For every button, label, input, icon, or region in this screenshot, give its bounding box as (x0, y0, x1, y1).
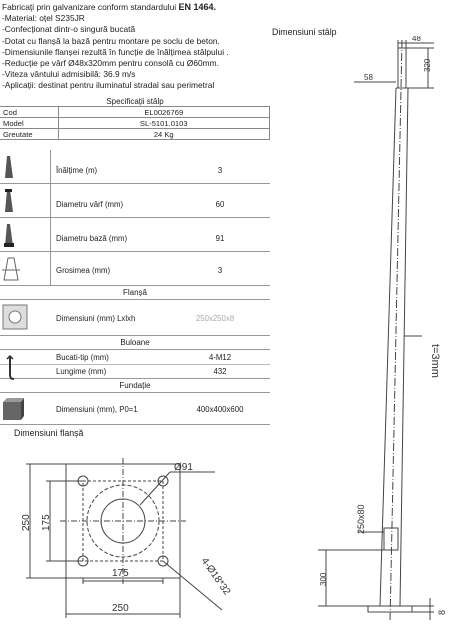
param-row-top-diameter (0, 184, 270, 218)
dim-outer-vertical: 250 (21, 514, 32, 531)
anchor-bolt-icon (4, 355, 16, 381)
buloane-value: 4-M12 (208, 353, 232, 362)
intro-line-8: -Aplicații: destinat pentru iluminatul stradal sau perimetral (2, 80, 215, 91)
flange-plate-icon (2, 304, 28, 330)
fundatie-value: 400x400x600 (196, 405, 244, 414)
dia-label: Ø91 (174, 462, 193, 473)
door-size-label: 250x80 (356, 504, 366, 534)
pole-top-icon (2, 188, 16, 214)
thickness-label: t=3mm (429, 344, 441, 378)
intro-line-6: -Reducție pe vârf Ø48x320mm pentru consolă cu Ø60mm. (2, 58, 219, 69)
section-fundatie: Fundație (0, 381, 270, 393)
param-label: Diametru bază (mm) (56, 234, 128, 243)
param-value: 91 (215, 234, 225, 243)
flange-drawing (0, 440, 260, 628)
door-height-label: 300 (319, 572, 328, 586)
param-row-thickness (0, 252, 270, 286)
pole-drawing-title: Dimensiuni stâlp (272, 27, 337, 37)
intro-line-3: -Confecționat dintr-o singură bucată (2, 24, 136, 35)
buloane-row-length (0, 365, 270, 379)
pole-base-icon (2, 222, 16, 248)
intro-line-2: -Material: oțel S235JR (2, 13, 85, 24)
pole-drawing (272, 36, 460, 628)
buloane-row-type (0, 351, 270, 365)
flansa-row (0, 300, 270, 336)
base-plate-label: 8 (437, 609, 447, 615)
param-label: Diametru vârf (mm) (56, 200, 124, 209)
buloane-value: 432 (213, 367, 227, 376)
intro-standard-code: EN 1464. (178, 2, 216, 12)
param-value: 3 (217, 166, 223, 175)
wall-thickness-icon (2, 256, 22, 282)
intro-line-5: -Dimensiunile flanșei rezultă în funcție de înălțimea stâlpului . (2, 46, 229, 57)
intro-line-4: -Dotat cu flanșă la bază pentru montare pe soclu de beton. (2, 35, 220, 46)
spec-value: 24 Kg (58, 129, 270, 140)
top-diameter-label: 48 (412, 36, 421, 43)
buloane-label: Bucati-tip (mm) (56, 353, 109, 362)
spec-row-model (0, 118, 270, 129)
section-buloane: Buloane (0, 338, 270, 350)
spec-value: SL-5101.0103 (58, 118, 270, 129)
spec-row-greutate (0, 129, 270, 140)
pole-right-edge (400, 88, 408, 606)
spec-value: EL0026769 (58, 107, 270, 118)
spec-key: Greutate (0, 129, 58, 140)
fundatie-label: Dimensiuni (mm), P0=1 (56, 405, 138, 414)
param-value: 60 (215, 200, 225, 209)
concrete-foundation-icon (2, 397, 24, 421)
flansa-label: Dimensiuni (mm) Lxlxh (56, 314, 136, 323)
spec-table (0, 106, 270, 140)
service-door (384, 528, 398, 550)
dim-outer-horizontal: 250 (112, 603, 129, 614)
buloane-label: Lungime (mm) (56, 367, 107, 376)
top-length-label: 320 (423, 58, 432, 72)
spec-key: Model (0, 118, 58, 129)
pole-height-icon (2, 154, 16, 180)
param-label: Înălțime (m) (56, 166, 98, 175)
param-value: 3 (217, 266, 223, 275)
spec-row-cod (0, 107, 270, 118)
intro-standard-text: Fabricați prin galvanizare conform standardului (2, 2, 179, 12)
dim-inner-vertical: 175 (41, 514, 52, 531)
param-row-base-diameter (0, 218, 270, 252)
flansa-value: 250x250x8 (195, 314, 235, 323)
holes-label: 4-Ø18*32 (198, 555, 233, 598)
intro-line-1 (2, 2, 272, 13)
fundatie-row (0, 393, 270, 425)
pole-centerline (390, 40, 402, 622)
intro-line-7: -Viteza vântului admisibilă: 36.9 m/s (2, 69, 136, 80)
head-diameter-label: 58 (364, 73, 373, 82)
spec-title: Specificații stâlp (106, 97, 164, 106)
intro-text (2, 2, 272, 92)
spec-key: Cod (0, 107, 58, 118)
flange-drawing-title: Dimensiuni flanșă (14, 428, 84, 438)
param-label: Grosimea (mm) (56, 266, 111, 275)
dia-leader (140, 472, 170, 505)
param-row-height (0, 150, 270, 184)
section-flansa: Flanșă (0, 288, 270, 300)
dim-inner-horizontal: 175 (112, 568, 129, 579)
